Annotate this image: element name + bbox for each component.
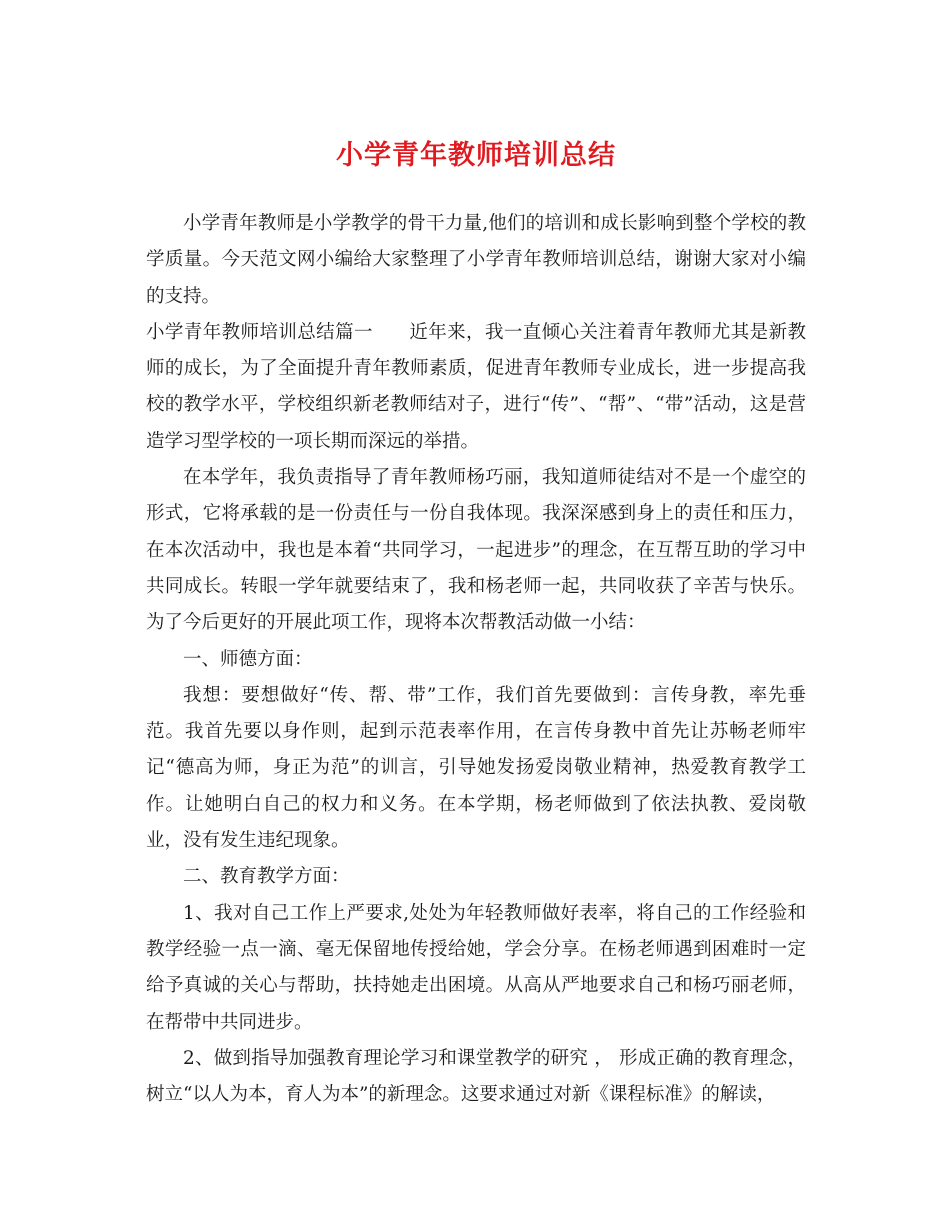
heading-ethics: 一、师德方面：	[183, 648, 313, 670]
paragraph-2: 在本学年，我负责指导了青年教师杨巧丽，我知道师徒结对不是一个虚空的形式，它将承载的是一份责任与一份自我体现。我深深感到身上的责任和压力，在本次活动中，我也是本着“共同学习，一起进步”的理念，在互帮互助的学习中共同成长。转眼一学年就要结束了，我和杨老师一起，共同收获了辛苦与快乐。为了今后更好的开展此项工作，现将本次帮教活动做一小结：	[146, 467, 806, 634]
section-heading: 小学青年教师培训总结篇一	[146, 321, 373, 343]
page-title: 小学青年教师培训总结	[336, 140, 616, 171]
section-paragraph	[146, 315, 806, 460]
heading-teaching: 二、教育教学方面：	[183, 866, 350, 888]
intro-paragraph: 小学青年教师是小学教学的骨干力量,他们的培训和成长影响到整个学校的教学质量。今天范文网小编给大家整理了小学青年教师培训总结，谢谢大家对小编的支持。	[146, 213, 806, 307]
paragraph-5: 2、做到指导加强教育理论学习和课堂教学的研究 ， 形成正确的教育理念，树立“以人为本，育人为本”的新理念。这要求通过对新《课程标准》的解读，	[146, 1047, 806, 1106]
paragraph-3: 我想：要想做好“传、帮、带”工作，我们首先要做到：言传身教，率先垂范。我首先要以身作则，起到示范表率作用，在言传身教中首先让苏畅老师牢记“德高为师，身正为范”的训言，引导她发扬爱岗敬业精神，热爱教育教学工作。让她明白自己的权力和义务。在本学期，杨老师做到了依法执教、爱岗敬业，没有发生违纪现象。	[146, 684, 806, 852]
paragraph-4: 1、我对自己工作上严要求,处处为年轻教师做好表率，将自己的工作经验和教学经验一点一滴、毫无保留地传授给她，学会分享。在杨老师遇到困难时一定给予真诚的关心与帮助，扶持她走出困境。从高从严地要求自己和杨巧丽老师，在帮带中共同进步。	[146, 902, 806, 1033]
section-lead-text: 近年来，我一直倾心关注着青年教师尤其是新教师的成长，为了全面提升青年教师素质，促进青年教师专业成长，进一步提高我校的教学水平，学校组织新老教师结对子，进行“传”、“帮”、“带”活动，这是营造学习型学校的一项长期而深远的举措。	[146, 321, 806, 452]
document-body	[146, 206, 806, 1113]
